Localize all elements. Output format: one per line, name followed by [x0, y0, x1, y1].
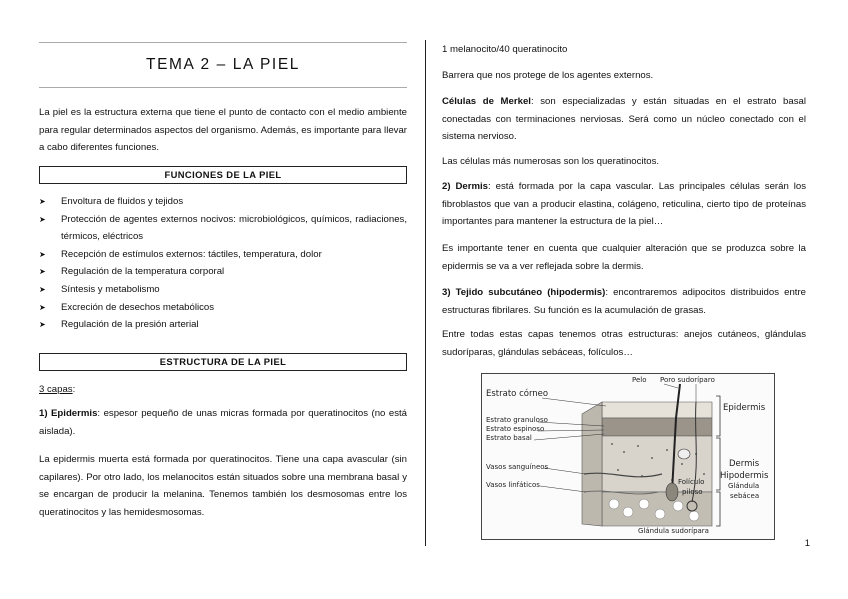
label-epidermis: Epidermis [723, 403, 766, 413]
list-item: ➤ Regulación de la presión arterial [39, 316, 407, 334]
arrow-bullet-icon: ➤ [39, 249, 46, 259]
list-item: ➤ Envoltura de fluidos y tejidos [39, 193, 407, 211]
skin-diagram [481, 373, 775, 540]
label-foliculo-2: piloso [682, 488, 703, 496]
merkel-label: Células de Merkel [442, 96, 531, 107]
list-item: ➤ Síntesis y metabolismo [39, 281, 407, 299]
title-block [39, 42, 407, 88]
page-number: 1 [804, 538, 810, 549]
importante-paragraph: Es importante tener en cuenta que cualquier alteración que se produzca sobre la epidermis se va a ver reflejada sobre la dermis. [442, 243, 806, 272]
label-glandula-sud: Glándula sudorípara [638, 527, 709, 535]
capas-line: 3 capas: [39, 384, 76, 395]
label-basal: Estrato basal [486, 434, 532, 442]
list-item: ➤ Regulación de la temperatura corporal [39, 263, 407, 281]
epidermis-label: 1) Epidermis [39, 408, 98, 419]
arrow-bullet-icon: ➤ [39, 284, 46, 294]
arrow-bullet-icon: ➤ [39, 302, 46, 312]
arrow-bullet-icon: ➤ [39, 197, 46, 206]
arrow-bullet-icon: ➤ [39, 320, 46, 330]
list-item: ➤ Protección de agentes externos nocivos: microbiológicos, químicos, radiaciones, térmicos, eléctricos [39, 211, 407, 246]
epidermis-paragraph: 1) Epidermis: espesor pequeño de unas micras formada por queratinocitos (no está aislada). [39, 408, 407, 437]
intro-paragraph: La piel es la estructura externa que tiene el punto de contacto con el medio ambiente para regular determinados aspectos del organismo. Además, es importante para llevar a cabo diferentes funciones. [39, 107, 407, 154]
page-title: TEMA 2 – LA PIEL [146, 56, 300, 73]
barrera-line: Barrera que nos protege de los agentes externos. [442, 70, 654, 81]
label-espinoso: Estrato espinoso [486, 425, 545, 433]
ratio-line: 1 melanocito/40 queratinocito [442, 44, 568, 55]
hair-follicle-shape [666, 483, 678, 501]
estructura-heading: ESTRUCTURA DE LA PIEL [39, 353, 407, 371]
label-granuloso: Estrato granuloso [486, 416, 548, 424]
column-divider [425, 40, 426, 546]
label-foliculo-1: Folículo [678, 478, 705, 486]
label-vasos-sanguineos: Vasos sanguíneos [486, 463, 549, 471]
label-estrato-corneo: Estrato córneo [486, 389, 549, 399]
dermis-paragraph: 2) Dermis: está formada por la capa vascular. Las principales células serán los fibroblastos que van a producir elastina, colágeno, reticulina, cierto tipo de proteínas importantes para mantener la estructura de la piel… [442, 181, 807, 228]
list-item: ➤ Excreción de desechos metabólicos [39, 299, 407, 317]
list-item: ➤ Recepción de estímulos externos: táctiles, temperatura, dolor [39, 246, 407, 264]
estructuras-paragraph: Entre todas estas capas tenemos otras estructuras: anejos cutáneos, glándulas sudoríparas, glándulas sebáceas, folículos… [442, 329, 806, 358]
dermis-label: 2) Dermis [442, 181, 489, 192]
label-glandula-seb-2: sebácea [730, 492, 760, 500]
sebaceous-gland-shape [678, 449, 690, 459]
epidermis-muerta-paragraph: La epidermis muerta está formada por queratinocitos. Tiene una capa avascular (sin capilares). Por otro lado, los melanocitos están situados sobre una membrana basal y se encargan de producir la melanina. Tenemos también los desmosomas entre los queratinocitos y las hemidesmosomas. [39, 454, 407, 518]
numerosas-line: Las células más numerosas son los queratinocitos. [442, 156, 660, 167]
arrow-bullet-icon: ➤ [39, 214, 46, 224]
label-pelo: Pelo [632, 376, 647, 384]
label-poro: Poro sudoríparo [660, 376, 715, 384]
funciones-list [39, 193, 407, 334]
label-glandula-seb-1: Glándula [728, 482, 760, 490]
merkel-paragraph: Células de Merkel: son especializadas y están situadas en el estrato basal conectadas con terminaciones nerviosas. Será como un núcleo conectado con el sistema nervioso. [442, 96, 806, 143]
funciones-heading: FUNCIONES DE LA PIEL [39, 166, 407, 184]
subcutaneo-label: 3) Tejido subcutáneo (hipodermis) [442, 287, 606, 298]
layer-brackets [716, 396, 720, 526]
subcutaneo-paragraph: 3) Tejido subcutáneo (hipodermis): encontraremos adipocitos distribuidos entre estructuras fibrilares. Su función es la acumulación de grasas. [442, 287, 806, 316]
label-vasos-linfaticos: Vasos linfáticos [486, 481, 540, 489]
label-hipodermis: Hipodermis [720, 471, 769, 481]
label-dermis: Dermis [729, 459, 760, 469]
block-side-shape [582, 402, 602, 526]
arrow-bullet-icon: ➤ [39, 267, 46, 277]
